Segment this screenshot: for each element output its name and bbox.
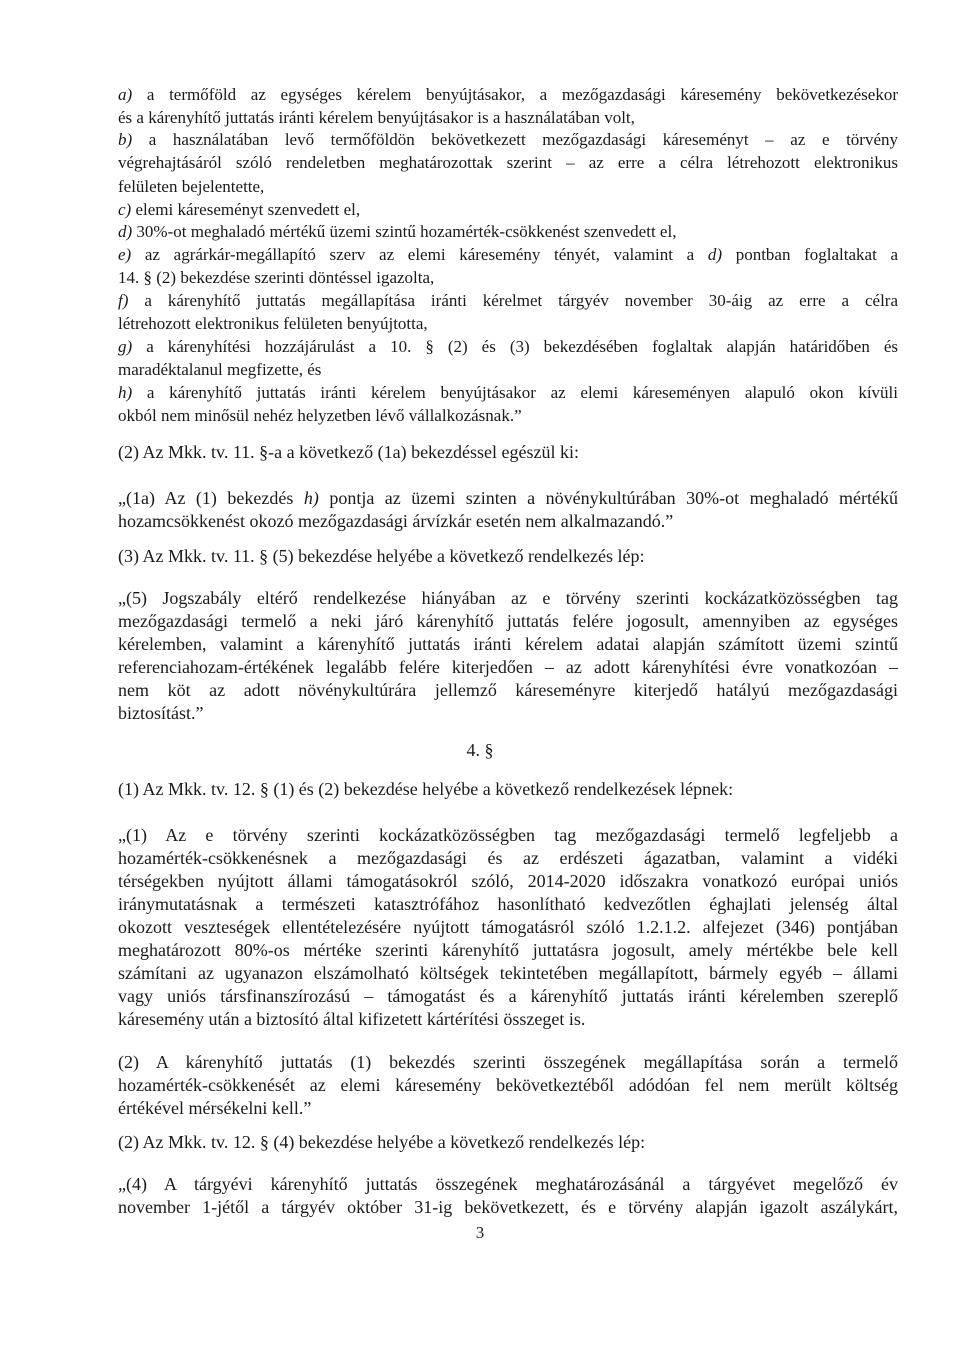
paragraph-2-quote-line-1: „(1a) Az (1) bekezdés h) pontja az üzemi szinten a növénykultúrában 30%-ot meghaladó mértékű bbox=[118, 488, 898, 508]
item-h-line-2: okból nem minősül nehéz helyzetben lévő vállalkozásnak.” bbox=[118, 406, 522, 425]
section-4-quote-1-line-5: okozott veszteségek ellentételezésére nyújtott támogatásról szóló 1.2.1.2. alfejezet (346) pontjában bbox=[118, 917, 898, 937]
item-a-letter: a) bbox=[118, 85, 133, 104]
item-d-line-1: d) 30%-ot meghaladó mértékű üzemi szintű hozamérték-csökkenést szenvedett el, bbox=[118, 222, 677, 241]
paragraph-3-quote-line-2: mezőgazdasági termelő a neki járó kárenyhítő juttatás felére jogosult, amennyiben az egységes bbox=[118, 611, 898, 631]
section-4-paragraph-1-intro: (1) Az Mkk. tv. 12. § (1) és (2) bekezdése helyébe a következő rendelkezések lépnek: bbox=[118, 779, 734, 799]
section-4-quote-2-line-2: hozamérték-csökkenését az elemi káresemény bekövetkeztéből adódóan fel nem merült költség bbox=[118, 1075, 898, 1095]
paragraph-3-quote-line-5: nem köt az adott növénykultúrára jellemző káreseményre kiterjedő hatályú mezőgazdasági bbox=[118, 680, 898, 700]
item-g-letter: g) bbox=[118, 337, 133, 356]
section-heading: 4. § bbox=[466, 740, 494, 760]
paragraph-3-quote-line-4: referenciahozam-értékének legalább felére kiterjedően – az adott kárenyhítési évre vonatkozóan – bbox=[118, 657, 898, 677]
section-4-quote-1-line-9: káresemény után a biztosító által kifizetett kártérítési összeget is. bbox=[118, 1009, 586, 1029]
section-4-quote-2-line-1: (2) A kárenyhítő juttatás (1) bekezdés szerinti összegének megállapítása során a termelő bbox=[118, 1052, 898, 1072]
section-4-paragraph-2-intro: (2) Az Mkk. tv. 12. § (4) bekezdése helyébe a következő rendelkezés lép: bbox=[118, 1132, 646, 1152]
section-4-quote-1-line-2: hozamérték-csökkenésnek a mezőgazdasági és az erdészeti ágazatban, valamint a vidéki bbox=[118, 848, 898, 868]
paragraph-3-quote-line-1: „(5) Jogszabály eltérő rendelkezése hiányában az e törvény szerinti kockázatközösségben tag bbox=[118, 588, 898, 608]
item-d-letter: d) bbox=[118, 222, 133, 241]
page-number: 3 bbox=[475, 1223, 485, 1242]
item-f-line-1: f) a kárenyhítő juttatás megállapítása iránti kérelmet tárgyév november 30-áig az erre a célra bbox=[118, 291, 898, 310]
item-b-line-3: felületen bejelentette, bbox=[118, 177, 265, 196]
item-b-letter: b) bbox=[118, 130, 133, 149]
section-4-quote-2-line-3: értékével mérsékelni kell.” bbox=[118, 1098, 312, 1118]
item-a-line-2: és a kárenyhítő juttatás iránti kérelem benyújtásakor is a használatában volt, bbox=[118, 108, 635, 127]
item-g-line-1: g) a kárenyhítési hozzájárulást a 10. § (2) és (3) bekezdésében foglaltak alapján határidőben és bbox=[118, 337, 899, 356]
item-c-letter: c) bbox=[118, 200, 132, 219]
section-4-quote-1-line-1: „(1) Az e törvény szerinti kockázatközösségben tag mezőgazdasági termelő legfeljebb a bbox=[118, 825, 898, 845]
section-4-quote-1-line-3: térségekben nyújtott állami támogatásokról szóló, 2014-2020 időszakra vonatkozó európai uniós bbox=[118, 871, 898, 891]
item-f-line-2: létrehozott elektronikus felületen benyújtotta, bbox=[118, 314, 428, 333]
paragraph-2-quote-line-2: hozamcsökkenést okozó mezőgazdasági árvízkár esetén nem alkalmazandó.” bbox=[118, 511, 674, 531]
section-4-quote-4-line-2: november 1-jétől a tárgyév október 31-ig bekövetkezett, és e törvény alapján igazolt aszálykárt, bbox=[118, 1197, 898, 1217]
item-b-line-2: végrehajtásáról szóló rendeletben meghatározottak szerint – az erre a célra létrehozott elektronikus bbox=[118, 153, 898, 172]
section-4-quote-1-line-8: vagy uniós társfinanszírozású – támogatást és a kárenyhítő juttatás iránti kérelemben szereplő bbox=[118, 986, 898, 1006]
paragraph-3-intro: (3) Az Mkk. tv. 11. § (5) bekezdése helyébe a következő rendelkezés lép: bbox=[118, 546, 645, 566]
paragraph-2-intro: (2) Az Mkk. tv. 11. §-a a következő (1a) bekezdéssel egészül ki: bbox=[118, 442, 580, 462]
section-4-quote-1-line-6: meghatározott 80%-os mértéke szerinti kárenyhítő juttatásra jogosult, amely mértékbe bele kell bbox=[118, 940, 898, 960]
item-g-line-2: maradéktalanul megfizette, és bbox=[118, 360, 322, 379]
item-b-line-1: b) a használatában levő termőföldön bekövetkezett mezőgazdasági káreseményt – az e törvény bbox=[118, 130, 899, 149]
item-f-letter: f) bbox=[118, 291, 129, 310]
item-h-letter: h) bbox=[118, 383, 133, 402]
paragraph-2-ref: h) bbox=[303, 488, 319, 508]
item-c-line-1: c) elemi káreseményt szenvedett el, bbox=[118, 200, 361, 219]
paragraph-3-quote-line-6: biztosítást.” bbox=[118, 703, 204, 723]
paragraph-3-quote-line-3: kérelemben, valamint a kárenyhítő juttatás iránti kérelem adatai alapján számított üzemi szintű bbox=[118, 634, 898, 654]
item-e-line-1: e) az agrárkár-megállapító szerv az elemi káresemény tényét, valamint a d) pontban foglaltakat a bbox=[118, 245, 899, 264]
item-e-letter: e) bbox=[118, 245, 132, 264]
item-h-line-1: h) a kárenyhítő juttatás iránti kérelem benyújtásakor az elemi káreseményen alapuló okon kívüli bbox=[118, 383, 899, 402]
item-e-line-2: 14. § (2) bekezdése szerinti döntéssel igazolta, bbox=[118, 268, 435, 287]
item-a-line-1: a) a termőföld az egységes kérelem benyújtásakor, a mezőgazdasági káresemény bekövetkezésekor bbox=[118, 85, 898, 104]
section-4-quote-1-line-7: számítani az ugyanazon elszámolható költségek tekintetében megállapított, bármely egyéb – állami bbox=[118, 963, 898, 983]
item-e-ref: d) bbox=[707, 245, 723, 264]
section-4-quote-4-line-1: „(4) A tárgyévi kárenyhítő juttatás összegének meghatározásánál a tárgyévet megelőző év bbox=[118, 1174, 898, 1194]
section-4-quote-1-line-4: iránymutatásnak a természeti katasztrófához hasonlítható kedvezőtlen éghajlati jelenség által bbox=[118, 894, 898, 914]
